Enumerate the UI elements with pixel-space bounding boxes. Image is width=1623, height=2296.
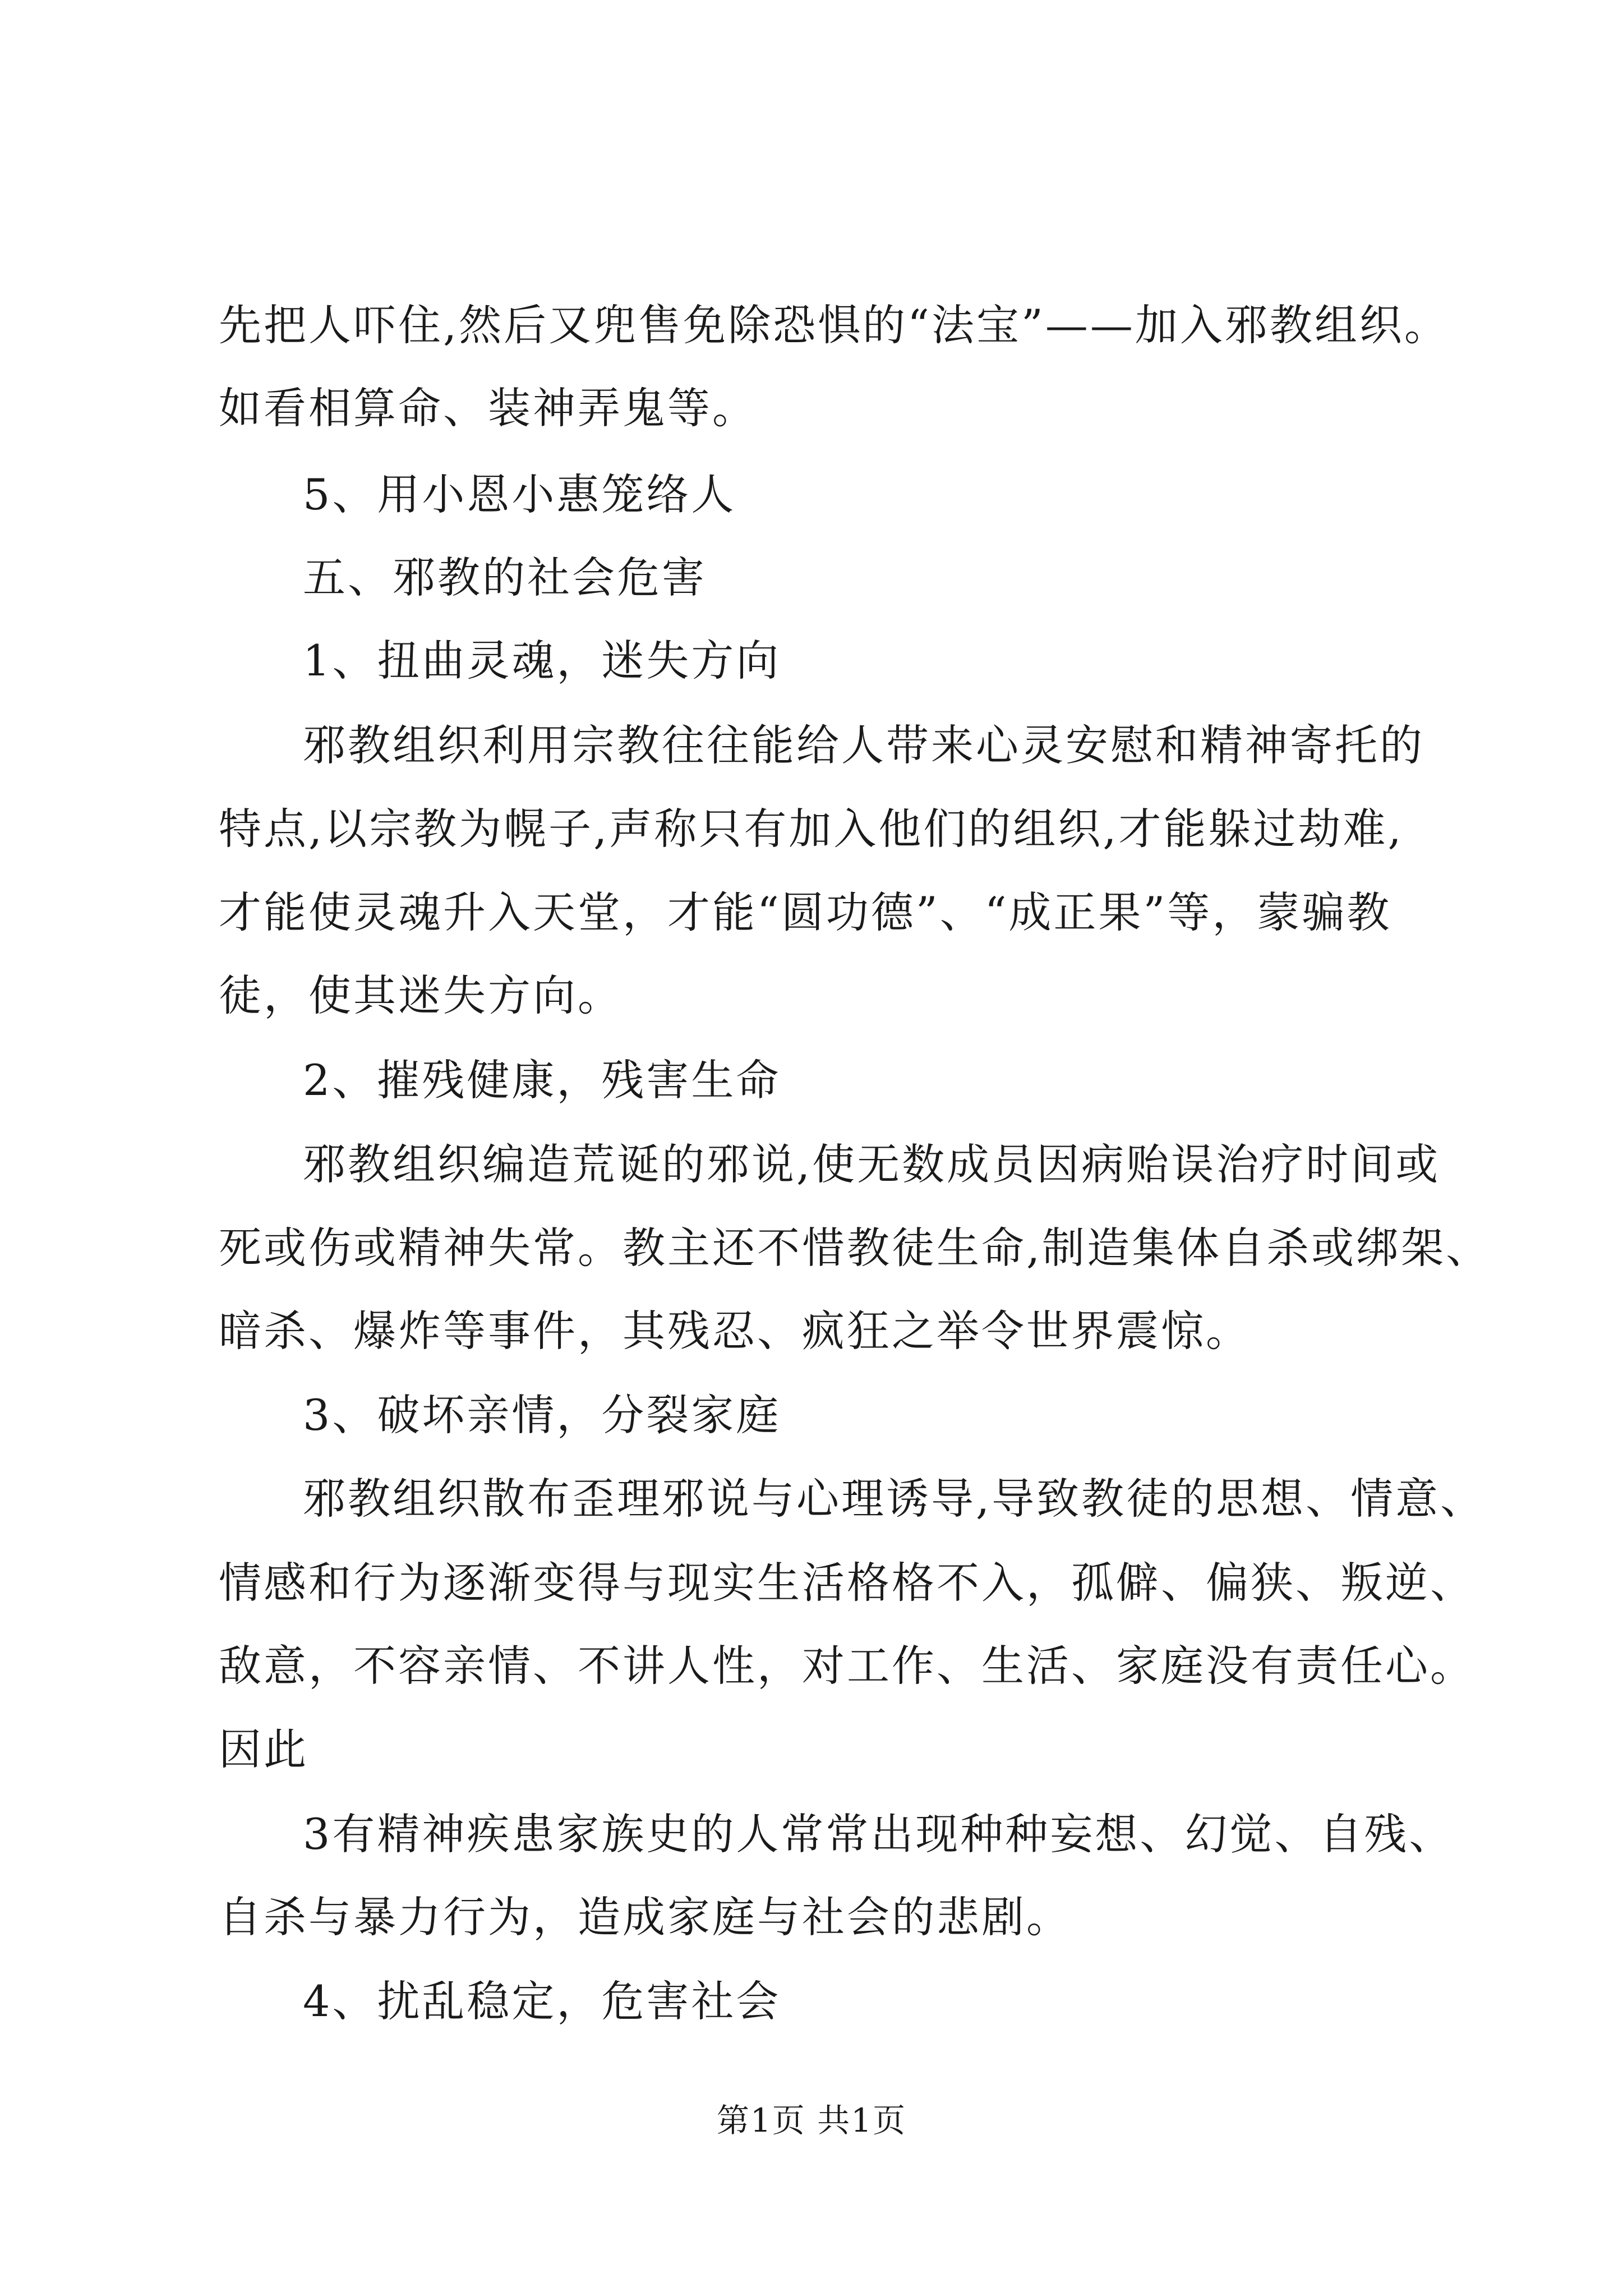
body-line: 先把人吓住,然后又兜售免除恐惧的“法宝”——加入邪教组织。 [219,300,1449,350]
section-heading: 五、邪教的社会危害 [303,553,707,602]
paragraph-line: 情感和行为逐渐变得与现实生活格格不入，孤僻、偏狭、叛逆、 [219,1558,1475,1608]
subsection-heading: 3、破坏亲情，分裂家庭 [303,1390,781,1440]
body-line: 如看相算命、装神弄鬼等。 [219,383,757,433]
paragraph-line: 自杀与暴力行为，造成家庭与社会的悲剧。 [219,1892,1071,1942]
paragraph-line: 才能使灵魂升入天堂，才能“圆功德”、“成正果”等，蒙骗教 [219,887,1392,937]
paragraph-line: 邪教组织编造荒诞的邪说,使无数成员因病贻误治疗时间或 [303,1139,1441,1189]
paragraph-line: 徒，使其迷失方向。 [219,970,623,1020]
list-item: 5、用小恩小惠笼络人 [303,470,736,519]
paragraph-line: 邪教组织散布歪理邪说与心理诱导,导致教徒的思想、情意、 [303,1474,1486,1524]
paragraph-line: 死或伤或精神失常。教主还不惜教徒生命,制造集体自杀或绑架、 [219,1223,1491,1273]
paragraph-line: 邪教组织利用宗教往往能给人带来心灵安慰和精神寄托的 [303,720,1424,770]
paragraph-line: 暗杀、爆炸等事件，其残忍、疯狂之举令世界震惊。 [219,1306,1251,1356]
paragraph-line: 特点,以宗教为幌子,声称只有加入他们的组织,才能躲过劫难, [219,804,1404,854]
page-footer: 第1页 共1页 [716,2101,907,2139]
subsection-heading: 1、扭曲灵魂，迷失方向 [303,636,781,685]
paragraph-line: 因此 [219,1724,308,1774]
subsection-heading: 2、摧残健康，残害生命 [303,1055,781,1105]
paragraph-line: 3有精神疾患家族史的人常常出现种种妄想、幻觉、自残、 [303,1809,1454,1859]
subsection-heading: 4、扰乱稳定，危害社会 [303,1976,781,2026]
paragraph-line: 敌意，不容亲情、不讲人性，对工作、生活、家庭没有责任心。 [219,1641,1475,1691]
